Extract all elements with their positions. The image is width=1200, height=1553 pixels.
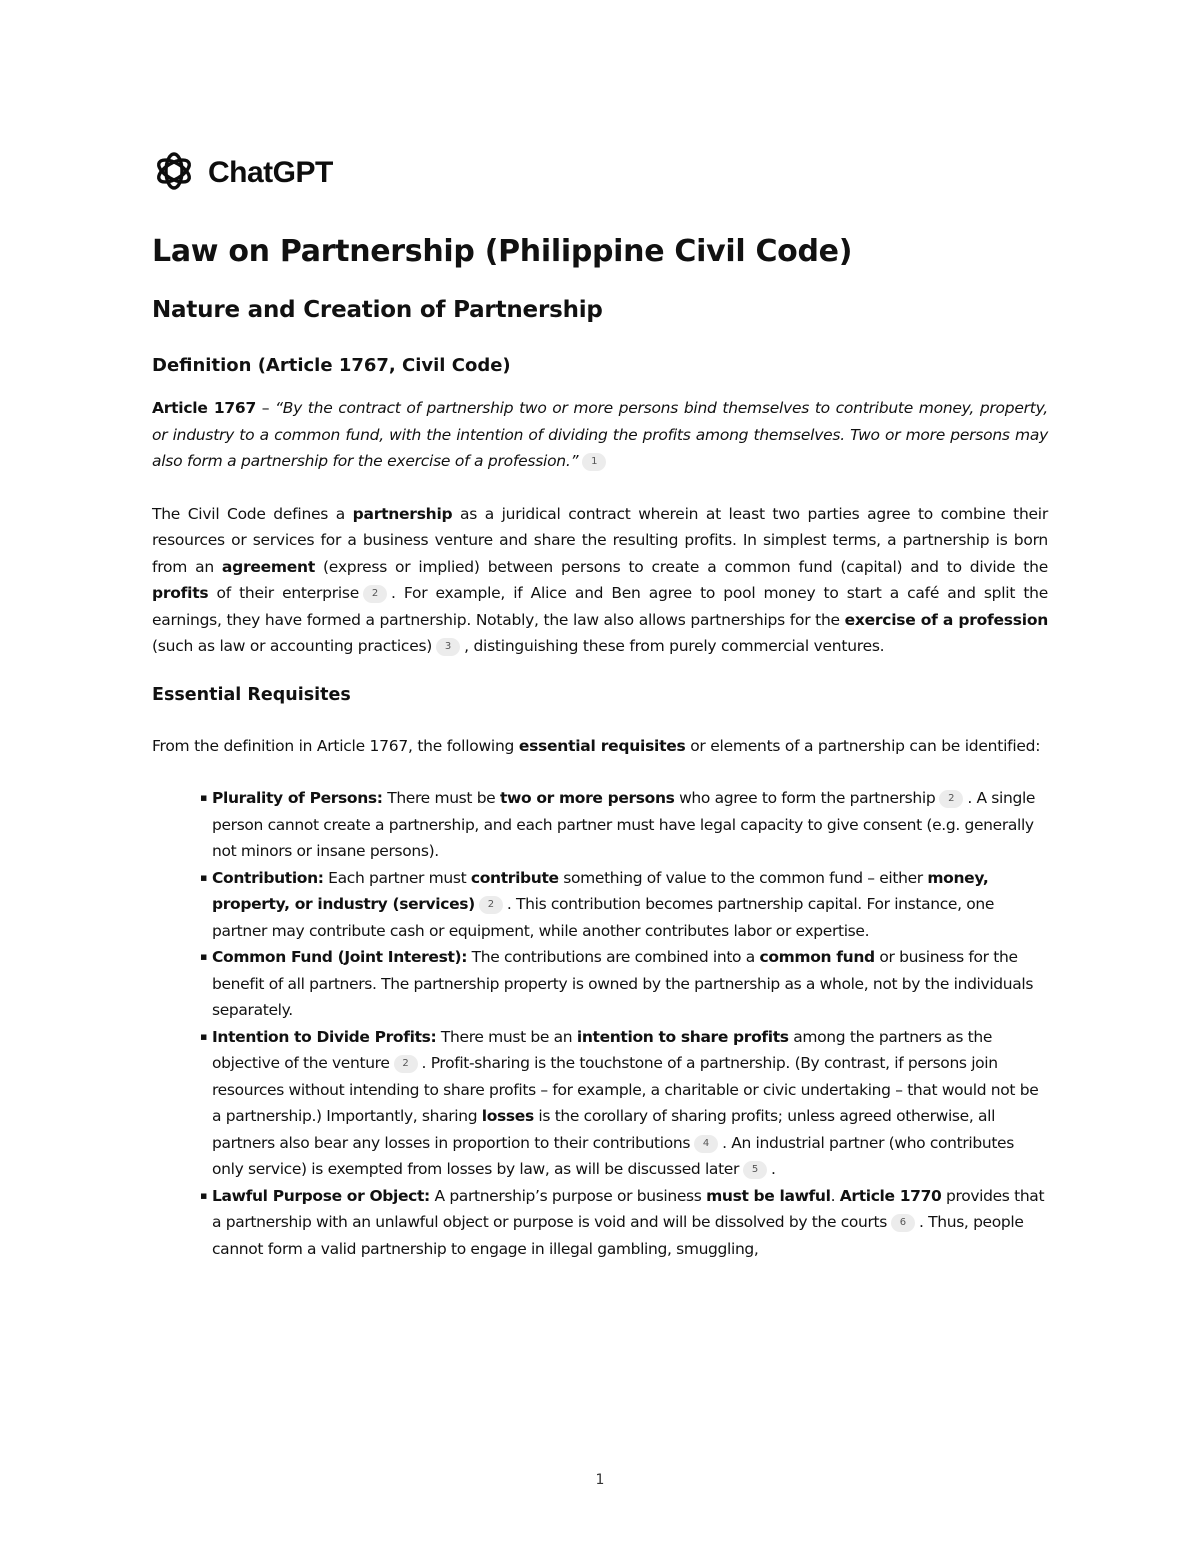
article-1767-quote: Article 1767 – “By the contract of partnership two or more persons bind themselves to contribute money, property, or industry to a common fund, with the intention of dividing the profits among themselves. Two or more persons may also form a partnership for the exercise of a profession.” 1 [152,399,1048,471]
citation-badge[interactable]: 6 [891,1214,915,1232]
essential-intro-paragraph: From the definition in Article 1767, the following essential requisites or elements of a partnership can be identified: [152,736,1041,755]
list-item-intention: ▪ Intention to Divide Profits: There must be an intention to share profits among the partners as the objective of the venture 2 . Profit-sharing is the touchstone of a partnership. (By contrast, if persons join resources without intending to share profits – for example, a charitable or civic undertaking – that would not be a partnership.) Importantly, sharing losses is the corollary of sharing profits; unless agreed otherwise, all partners also bear any losses in proportion to their contributions 4 . An industrial partner (who contributes only service) is exempted from losses by law, as will be discussed later 5 . [202,1024,1048,1183]
list-item-contribution: ▪ Contribution: Each partner must contribute something of value to the common fund – either money, property, or industry (services) 2 . This contribution becomes partnership capital. For instance, one partner may contribute cash or equipment, while another contributes labor or expertise. [202,865,1048,945]
subheading-definition: Definition (Article 1767, Civil Code) [152,354,511,376]
article-quote-text: “By the contract of partnership two or more persons bind themselves to contribute money, property, or industry to a common fund, with the intention of dividing the profits among themselves. Two or more persons may also form a partnership for the exercise of a profession.” [152,399,1048,471]
civil-code-paragraph: The Civil Code defines a partnership as a juridical contract wherein at least two parties agree to combine their resources or services for a business venture and share the resulting profits. In simplest terms, a partnership is born from an agreement (express or implied) between persons to create a common fund (capital) and to divide the profits of their enterprise 2 . For example, if Alice and Ben agree to pool money to start a café and split the earnings, they have formed a partnership. Notably, the law also allows partnerships for the exercise of a profession (such as law or accounting practices) 3 , distinguishing these from purely commercial ventures. [152,504,1049,656]
list-item-plurality: ▪ Plurality of Persons: There must be two or more persons who agree to form the partnership 2 . A single person cannot create a partnership, and each partner must have legal capacity to give consent (e.g. generally not minors or insane persons). [202,785,1048,865]
citation-badge[interactable]: 2 [939,790,963,808]
requisites-list [202,785,1048,1262]
brand-header [152,150,1048,196]
citation-badge[interactable]: 3 [436,638,460,656]
section-heading-nature: Nature and Creation of Partnership [152,297,603,323]
subheading-essential-requisites: Essential Requisites [152,684,351,705]
article-label: Article 1767 [152,399,256,418]
citation-badge[interactable]: 2 [363,585,387,603]
citation-badge[interactable]: 4 [694,1135,718,1153]
document-title: Law on Partnership (Philippine Civil Code) [152,234,853,269]
citation-badge[interactable]: 5 [743,1161,767,1179]
openai-logo-icon [152,149,196,197]
citation-badge[interactable]: 2 [394,1055,418,1073]
list-item-common-fund: ▪ Common Fund (Joint Interest): The contributions are combined into a common fund or business for the benefit of all partners. The partnership property is owned by the partnership as a whole, not by the individuals separately. [202,944,1048,1024]
list-item-lawful-purpose: ▪ Lawful Purpose or Object: A partnership’s purpose or business must be lawful. Article 1770 provides that a partnership with an unlawful object or purpose is void and will be dissolved by the courts 6 . Thus, people cannot form a valid partnership to engage in illegal gambling, smuggling, [202,1183,1048,1263]
page-number: 1 [595,1472,605,1488]
citation-badge[interactable]: 1 [582,453,606,471]
brand-name: ChatGPT [208,156,333,189]
citation-badge[interactable]: 2 [479,896,503,914]
document-page [152,150,1048,1262]
